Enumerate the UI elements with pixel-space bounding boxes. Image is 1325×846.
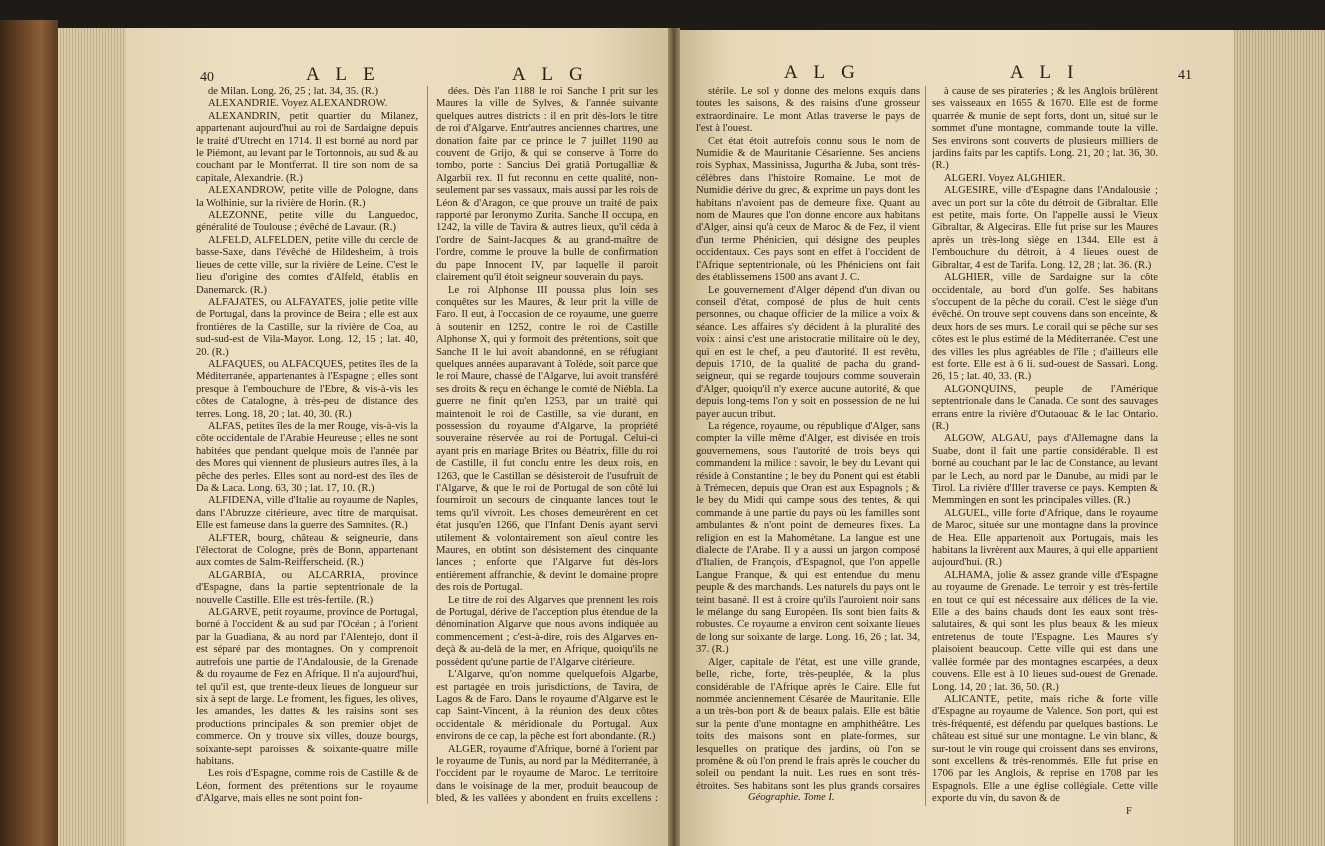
left-page-column-2 [436,86,658,806]
entry-paragraph: dées. Dès l'an 1188 le roi Sanche I prit sur les Maures la ville de Sylves, & l'année suivante quelques autres districts : il en prit dès-lors le titre de roi d'Algarve. Entr'autres anciennes chartres, une donation faite par ce prince le 7 juillet 1190 au couvent de Grijo, & qui se conserve à Torre do tombo, porte : Sancius Dei gratiâ Portugalliæ & Algarbii rex. Il fut reconnu en cette qualité, non-seulement par ses vassaux, mais aussi par les rois de Léon & d'Aragon, ce que prouve un traité de paix rapporté par Ieronymo Zurita. Sanche II occupa, en 1242, la ville de Tavira & autres lieux, qu'il céda à l'ordre de Saint-Jacques & au grand-maître de l'ordre, comme le prouve la bulle de confirmation du pape Innocent IV, par laquelle il paroit clairement qu'il étoit seigneur souverain du pays. [436,86,658,284]
entry-paragraph: Alger, capitale de l'état, est une ville grande, belle, riche, forte, très-peuplée, & la plus considérable de l'Afrique après le Caire. Elle fut nommée anciennement Césarée de Mauritanie. Elle a un très-bon port & de beaux palais. Elle est bâtie sur la pente d'une montagne en amphithéâtre. Les toits des maisons sont en plate-formes, sur lesquelles on pratique des jardins, où l'on se promène & où l'on prend le frais après le coucher du soleil ou pendant la nuit. Les rues en sont très-étroites. Ses habitans sont les plus grands corsaires [696,656,920,791]
entry-paragraph: à cause de ses pirateries ; & les Anglois brûlèrent ses vaisseaux en 1655 & 1670. Elle est de forme quarrée & munie de sept forts, dont un, situé sur le sommet d'une montagne, commande toute la ville. Ses environs sont couverts de plusieurs milliers de jardins faits par les captifs. Long. 21, 20 ; lat. 36, 30. (R.) [932,86,1158,172]
entry-paragraph: ALGONQUINS, peuple de l'Amérique septentrionale dans le Canada. Ce sont des sauvages errans entre la rivière d'Outaouac & le lac Ontario. (R.) [932,383,1158,432]
entry-paragraph: ALEXANDROW, petite ville de Pologne, dans la Wolhinie, sur la rivière de Horin. (R.) [196,185,418,209]
signature-footer: Géographie. Tome I. [748,792,835,803]
entry-paragraph: stérile. Le sol y donne des melons exquis dans toutes les saisons, & des raisins d'une grosseur extraordinaire. Le mont Atlas traverse le pays de l'est à l'ouest. [696,86,920,135]
entry-paragraph: L'Algarve, qu'on nomme quelquefois Algarbe, est partagée en trois jurisdictions, de Tavira, de Lagos & de Faro. Dans le royaume d'Algarve est le cap Saint-Vincent, à la réunion des deux côtes occidentale & méridionale du Portugal. Aux environs de ce cap, la pêche est fort abondante. (R.) [436,669,658,743]
entry-paragraph: ALGER, royaume d'Afrique, borné à l'orient par le royaume de Tunis, au nord par la Méditerranée, à l'occident par le royaume de Maroc. Le territoire dans le voisinage de la mer, produit beaucoup de bled, & les vallées y abondent en fruits excellens : [436,743,658,805]
right-running-head-1: A L G [784,62,861,83]
entry-paragraph: ALGARBIA, ou ALCARRIA, province d'Espagne, dans la partie septentrionale de la nouvelle Castille. Elle est très-fertile. (R.) [196,569,418,606]
entry-paragraph: La régence, royaume, ou république d'Alger, sans compter la ville même d'Alger, est divisée en trois gouvernemens, sous l'autorité de trois beys qui commandent la milice : savoir, le bey du Levant qui réside à Constantine ; le bey du Ponent qui est établi à Trémecen, depuis que Oran est aux Espagnols ; & le bey du Midi qui campe sous des tentes, & qui commande à une partie du pays où les familles sont ambulantes & n'ont point de demeures fixes. La religion en est la Mahométane. La langue est une dialecte de l'Arabe. Il y a aussi un jargon composé d'Italien, de François, d'Espagnol, que l'on appelle Langue Franque, & qui est entendue du menu peuple & des marchands. Les naturels du pays ont le teint basané. Il est à croire qu'ils l'auroient noir sans le mélange du sang Européen. Ils sont bien faits & robustes. Ce royaume a environ cent soixante lieues de long sur soixante de large. Long. 16, 26 ; lat. 34, 37. (R.) [696,420,920,656]
right-page-edges [1232,30,1325,846]
entry-paragraph: Cet état étoit autrefois connu sous le nom de Numidie & de Mauritanie Césarienne. Ses anciens rois Syphax, Massinissa, Jugurtha & Juba, sont très-célèbres dans l'histoire Romaine. Le mot de Numidie dérive du grec, & exprime un pays dont les habitans n'avoient pas de demeure fixe. Quant au nom de Maures que l'on donne encore aux habitans d'Alger, ainsi qu'à ceux de Maroc & de Fez, il vient d'un terme Phénicien, qui désigne des peuples occidentaux. Ces pays sont en effet à l'occident de l'Afrique septentrionale, où les Phéniciens ont fait des établissemens 1500 ans avant J. C. [696,135,920,284]
right-page-column-1 [696,86,920,791]
entry-paragraph: ALFELD, ALFELDEN, petite ville du cercle de basse-Saxe, dans l'évêché de Hildesheim, à trois lieues de cette ville, sur la rivière de Leine. C'est le lieu d'origine des comtes d'Alfeld, établis en Danemarck. (R.) [196,234,418,296]
entry-paragraph: ALGARVE, petit royaume, province de Portugal, borné à l'occident & au sud par l'Océan ; à l'orient par la Guadiana, & au nord par l'Alentejo, dont il est séparé par des montagnes. On y comprenoit autrefois une partie de l'Andalousie, de la Grenade & du royaume de Fez en Afrique. Il n'a aujourd'hui, tel qu'il est, que trente-deux lieues de longueur sur six à sept de large. Le froment, les figues, les olives, les amandes, les dattes & les raisins sont ses productions principales & son premier objet de commerce. On y trouve six villes, douze bourgs, soixante-sept paroisses & soixante-quatre mille habitans. [196,607,418,767]
entry-paragraph: ALFAQUES, ou ALFACQUES, petites îles de la Méditerranée, appartenantes à l'Espagne ; elles sont presque à l'embouchure de l'Ebre, & vis-à-vis les côtes de Catalogne, à très-peu de distance des terres. Long. 18, 20 ; lat. 40, 30. (R.) [196,358,418,420]
entry-paragraph: ALFTER, bourg, château & seigneurie, dans l'électorat de Cologne, près de Bonn, appartenant aux comtes de Salm-Reifferscheid. (R.) [196,532,418,569]
left-running-head-2: A L G [512,64,589,85]
entry-paragraph: Le titre de roi des Algarves que prennent les rois de Portugal, dérive de l'acception plus étendue de la dénomination Algarve que nous avons indiquée au commencement ; c'est-à-dire, rois des Algarves en-deçà & au-delà de la mer, en Afrique, quoiqu'ils ne possèdent qu'une partie de l'Algarve citérieure. [436,594,658,668]
entry-paragraph: ALHAMA, jolie & assez grande ville d'Espagne au royaume de Grenade. Le terroir y est très-fertile en tout ce qui est nécessaire aux délices de la vie. Elle a des bains chauds dont les eaux sont très-salutaires, & qui sont les plus beaux & les mieux entretenus de toute l'Espagne. Les Maures s'y plaisoient beaucoup. Cette ville qui est dans une vallée formée par des montagnes escarpées, a deux couvens. Elle est à 10 lieues sud-ouest de Grenade. Long. 14, 20 ; lat. 36, 50. (R.) [932,569,1158,693]
right-running-head-2: A L I [1010,62,1080,83]
right-page-column-2 [932,86,1158,806]
entry-paragraph: de Milan. Long. 26, 25 ; lat. 34, 35. (R.) [208,86,379,97]
signature-mark: F [1126,806,1132,817]
entry-paragraph: ALGESIRE, ville d'Espagne dans l'Andalousie ; avec un port sur la côte du détroit de Gibraltar. Elle est petite, mais forte. On l'appelle aussi le Vieux Gibraltar, & Algeciras. Elle fut prise sur les Maures après un très-long siège en 1344. Elle est à l'embouchure du détroit, à 4 lieues ouest de Gibraltar, 4 est de Tarifa. Long. 12, 28 ; lat. 36. (R.) [932,185,1158,271]
column-rule [925,86,926,806]
entry-paragraph: ALEZONNE, petite ville du Languedoc, généralité de Toulouse ; évêché de Lavaur. (R.) [196,210,418,234]
left-page-column-1 [196,86,418,806]
entry-paragraph: ALGOW, ALGAU, pays d'Allemagne dans la Suabe, dont il fait une partie considérable. Il est borné au couchant par le lac de Constance, au levant par le Lech, au nord par le Danube, au midi par le Tirol. La rivière d'Iller traverse ce pays. Kempten & Memmingen en sont les principales villes. (R.) [932,433,1158,507]
entry-paragraph: ALGUEL, ville forte d'Afrique, dans le royaume de Maroc, située sur une montagne dans la province de Hea. Elle appartenoit aux Portugais, mais les habitans la livrèrent aux Maures, à qui elle appartient aujourd'hui. (R.) [932,507,1158,569]
entry-paragraph: ALFAS, petites îles de la mer Rouge, vis-à-vis la côte occidentale de l'Arabie Heureuse ; elles ne sont habitées que pendant quelque mois de l'année par des Mores qui viennent de plusieurs autres îles, à la pêche des perles. Elles sont au nord-est des îles de Da & Laca. Long. 63, 30 ; lat. 17, 10. (R.) [196,420,418,494]
entry-paragraph: ALFIDENA, ville d'Italie au royaume de Naples, dans l'Abruzze citérieure, avec titre de marquisat. Elle est fameuse dans la guerre des Samnites. (R.) [196,495,418,532]
entry-paragraph: Le gouvernement d'Alger dépend d'un divan ou conseil d'état, composé de plus de huit cents personnes, ou chaque officier de la milice a voix & séance. Les affaires s'y décident à la pluralité des voix : ainsi c'est une aristocratie militaire où le dey, qui en est le chef, a peu d'autorité. Il est revêtu, depuis 1710, de la qualité de pacha du grand-seigneur, qui se regarde toujours comme souverain d'Alger, quoiqu'il n'y exerce aucune autorité, & que depuis long-tems l'on y soit en possession de ne lui payer aucun tribut. [696,284,920,420]
entry-paragraph: ALEXANDRIN, petit quartier du Milanez, appartenant aujourd'hui au roi de Sardaigne depuis le traité d'Utrecht en 1714. Il est borné au nord par le Piémont, au levant par le Tortonnois, au sud & au couchant par le Montferrat. Il tire son nom de sa capitale, Alexandrie. (R.) [196,110,418,184]
left-running-head-1: A L E [306,64,381,85]
entry-paragraph: ALFAJATES, ou ALFAYATES, jolie petite ville de Portugal, dans la province de Beira ; elle est aux frontières de la Castille, sur la rivière de Coa, au sud-sud-est de Vila-Mayor. Long. 12, 15 ; lat. 40, 20. (R.) [196,296,418,358]
entry-paragraph: ALGERI. Voyez ALGHIER. [944,172,1066,184]
left-page-edges [58,28,126,846]
left-page-number: 40 [200,70,214,85]
column-rule [427,86,428,804]
entry-paragraph: ALICANTE, petite, mais riche & forte ville d'Espagne au royaume de Valence. Son port, qui est très-fréquenté, est défendu par quelques bastions. Le château est situé sur une montagne. Le vin blanc, & sur-tout le vin rouge qui croissent dans ses environs, sont excellens & très-renommés. Elle fut prise en 1706 par les Anglois, & reprise en 1708 par les Espagnols. Elle a une église collégiale. Cette ville exporte du vin, du savon & de [932,693,1158,805]
entry-paragraph: Les rois d'Espagne, comme rois de Castille & de Léon, forment des prétentions sur le royaume d'Algarve, mais elles ne sont point fon- [196,768,418,805]
entry-paragraph: ALEXANDRIE. Voyez ALEXANDROW. [208,98,388,110]
entry-paragraph: Le roi Alphonse III poussa plus loin ses conquêtes sur les Maures, & leur prit la ville de Faro. Il eut, à l'occasion de ce royaume, une guerre à soutenir en 1252, contre le roi de Castille Alphonse X, qui y formoit des prétentions, soit que Sanche II le lui avoit abandonné, en se réfugiant quelques années auparavant à Tolède, soit parce que le roi Maure, chassé de l'Algarve, lui avoit transféré ses droits & reçu en échange le comté de Niébla. La guerre ne finit qu'en 1253, par un traité qui maintenoit le roi de Castille, sa vie durant, en possession du royaume d'Algarve, la propriété souveraine réservée au roi de Portugal. Celui-ci ayant pris en mariage Brites ou Béatrix, fille du roi de Castille, il fut conclu entre les deux rois, en 1263, que le Castillan se désisteroit de l'usufruit de l'Algarve, & que le roi de Portugal de son côté lui fourniroit un secours de cinquante lances tout le tems qu'il vivroit. Les choses demeurèrent en cet état jusqu'en 1266, que l'Infant Denis ayant servi utilement & volontairement son aïeul contre les Maures, en obtint son désistement des cinquante lances ; enforte que l'Algarve fut dès-lors entièrement affranchie, & devint le domaine propre des rois de Portugal. [436,284,658,594]
book-spine [0,20,58,846]
entry-paragraph: ALGHIER, ville de Sardaigne sur la côte occidentale, au bord d'un golfe. Ses habitans s'occupent de la pêche du corail. C'est le siège d'un évêché. On trouve sept couvens dans son enceinte, & deux hors de ses murs. Le corail qui se pêche sur ses côtes est le plus estimé de la Méditerranée. C'est une des villes les plus agréables de l'île ; d'ailleurs elle est forte. Elle est à 6 li. sud-ouest de Sassari. Long. 26, 15 ; lat. 40, 33. (R.) [932,272,1158,383]
right-page-number: 41 [1178,68,1192,83]
book-gutter [668,28,680,846]
